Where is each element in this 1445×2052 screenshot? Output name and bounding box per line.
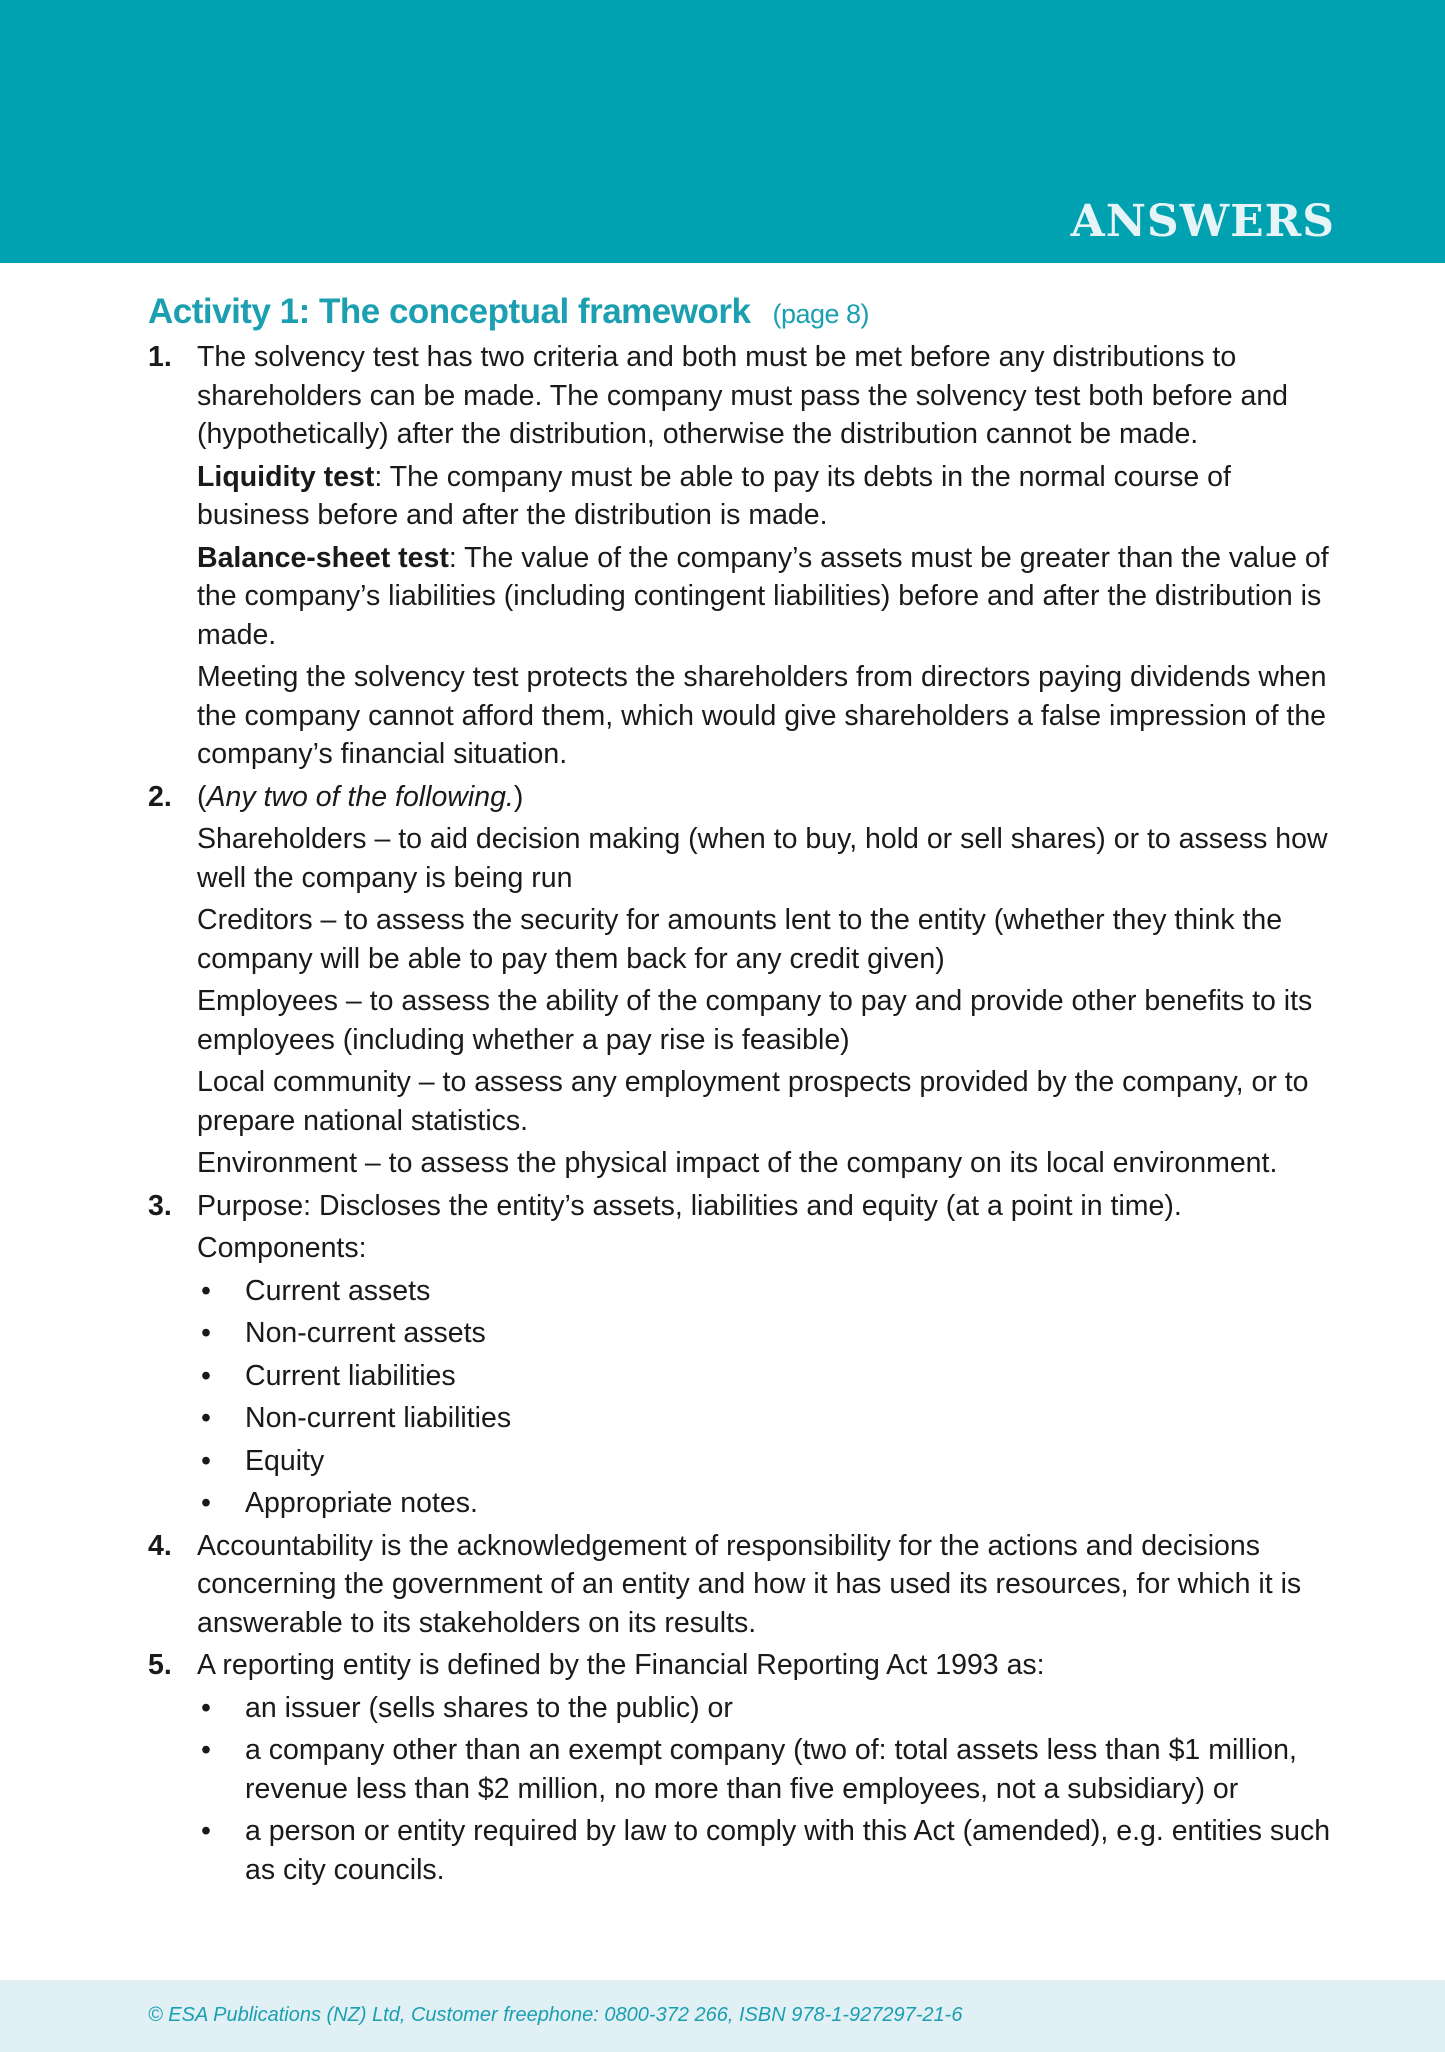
activity-title: Activity 1: The conceptual framework	[148, 292, 751, 331]
answer-1-intro: The solvency test has two criteria and both must be met before any distributions to shareholders can be made. The company must pass the solvency test both before and (hypothetically) after the distribution, otherwise the distribution cannot be made.	[197, 341, 1289, 450]
paren-close: )	[513, 780, 524, 813]
answer-number: 2.	[148, 780, 172, 813]
list-item: • a company other than an exempt company (two of: total assets less than $1 million, revenue less than $2 million, no more than five employees, not a subsidiary) or	[197, 1731, 1343, 1808]
answers-content	[148, 292, 1343, 1893]
stakeholder-item: Shareholders – to aid decision making (when to buy, hold or sell shares) or to assess how well the company is being run	[197, 823, 1328, 894]
header-banner	[0, 0, 1445, 263]
answer-1	[148, 338, 1343, 774]
stakeholder-item: Employees – to assess the ability of the company to pay and provide other benefits to its employees (including whether a pay rise is feasible)	[197, 985, 1313, 1056]
list-item: • Appropriate notes.	[197, 1484, 1343, 1523]
answer-4-text: Accountability is the acknowledgement of responsibility for the actions and decisions concerning the government of an entity and how it has used its resources, for which it is answerable to its stakeholders on its results.	[197, 1529, 1302, 1639]
balance-text: : The value of the company’s assets must be greater than the value of the company’s liabilities (including contingent liabilities) before and after the distribution is made.	[197, 541, 1329, 651]
list-item: • Non-current assets	[197, 1314, 1343, 1353]
balance-sheet-test	[197, 539, 1343, 655]
page-title: ANSWERS	[1070, 196, 1335, 247]
answer-3-purpose: Purpose: Discloses the entity’s assets, liabilities and equity (at a point in time).	[197, 1189, 1182, 1222]
answer-3	[148, 1187, 1343, 1523]
list-item: • an issuer (sells shares to the public) or	[197, 1689, 1343, 1728]
answer-2-instruction: Any two of the following.	[206, 780, 514, 813]
liquidity-text: : The company must be able to pay its debts in the normal course of business before and after the distribution is made.	[197, 460, 1231, 531]
activity-heading	[148, 292, 1343, 332]
answer-number: 5.	[148, 1649, 172, 1681]
stakeholder-item: Local community – to assess any employment prospects provided by the company, or to prepare national statistics.	[197, 1066, 1309, 1137]
stakeholder-item: Creditors – to assess the security for amounts lent to the entity (whether they think the company will be able to pay them back for any credit given)	[197, 904, 1283, 975]
liquidity-test	[197, 458, 1343, 535]
page-reference: (page 8)	[772, 299, 870, 329]
list-item: • Equity	[197, 1442, 1343, 1481]
balance-label: Balance-sheet test	[197, 541, 449, 574]
answer-number: 4.	[148, 1529, 172, 1562]
liquidity-label: Liquidity test	[197, 460, 375, 493]
list-item: • Current liabilities	[197, 1357, 1343, 1396]
copyright-text: © ESA Publications (NZ) Ltd, Customer freephone: 0800-372 266, ISBN 978-1-927297-21-6	[148, 2004, 963, 2026]
list-item: • Current assets	[197, 1272, 1343, 1311]
paren-open: (	[197, 780, 207, 813]
answer-2	[148, 778, 1343, 1183]
answer-4	[148, 1527, 1343, 1643]
reporting-entity-list	[197, 1689, 1343, 1890]
list-item: • a person or entity required by law to comply with this Act (amended), e.g. entities such as city councils.	[197, 1812, 1343, 1889]
components-list	[197, 1272, 1343, 1523]
answer-number: 1.	[148, 341, 172, 373]
components-label: Components:	[197, 1232, 367, 1264]
answer-5-intro: A reporting entity is defined by the Financial Reporting Act 1993 as:	[197, 1649, 1045, 1681]
answer-2-intro	[197, 778, 1343, 817]
footer	[0, 1980, 1445, 2052]
stakeholder-item: Environment – to assess the physical impact of the company on its local environment.	[197, 1147, 1278, 1179]
list-item: • Non-current liabilities	[197, 1399, 1343, 1438]
answer-1-conclusion: Meeting the solvency test protects the shareholders from directors paying dividends when the company cannot afford them, which would give shareholders a false impression of the company’s financial situation.	[197, 661, 1327, 770]
answer-5	[148, 1646, 1343, 1889]
answer-number: 3.	[148, 1189, 172, 1222]
